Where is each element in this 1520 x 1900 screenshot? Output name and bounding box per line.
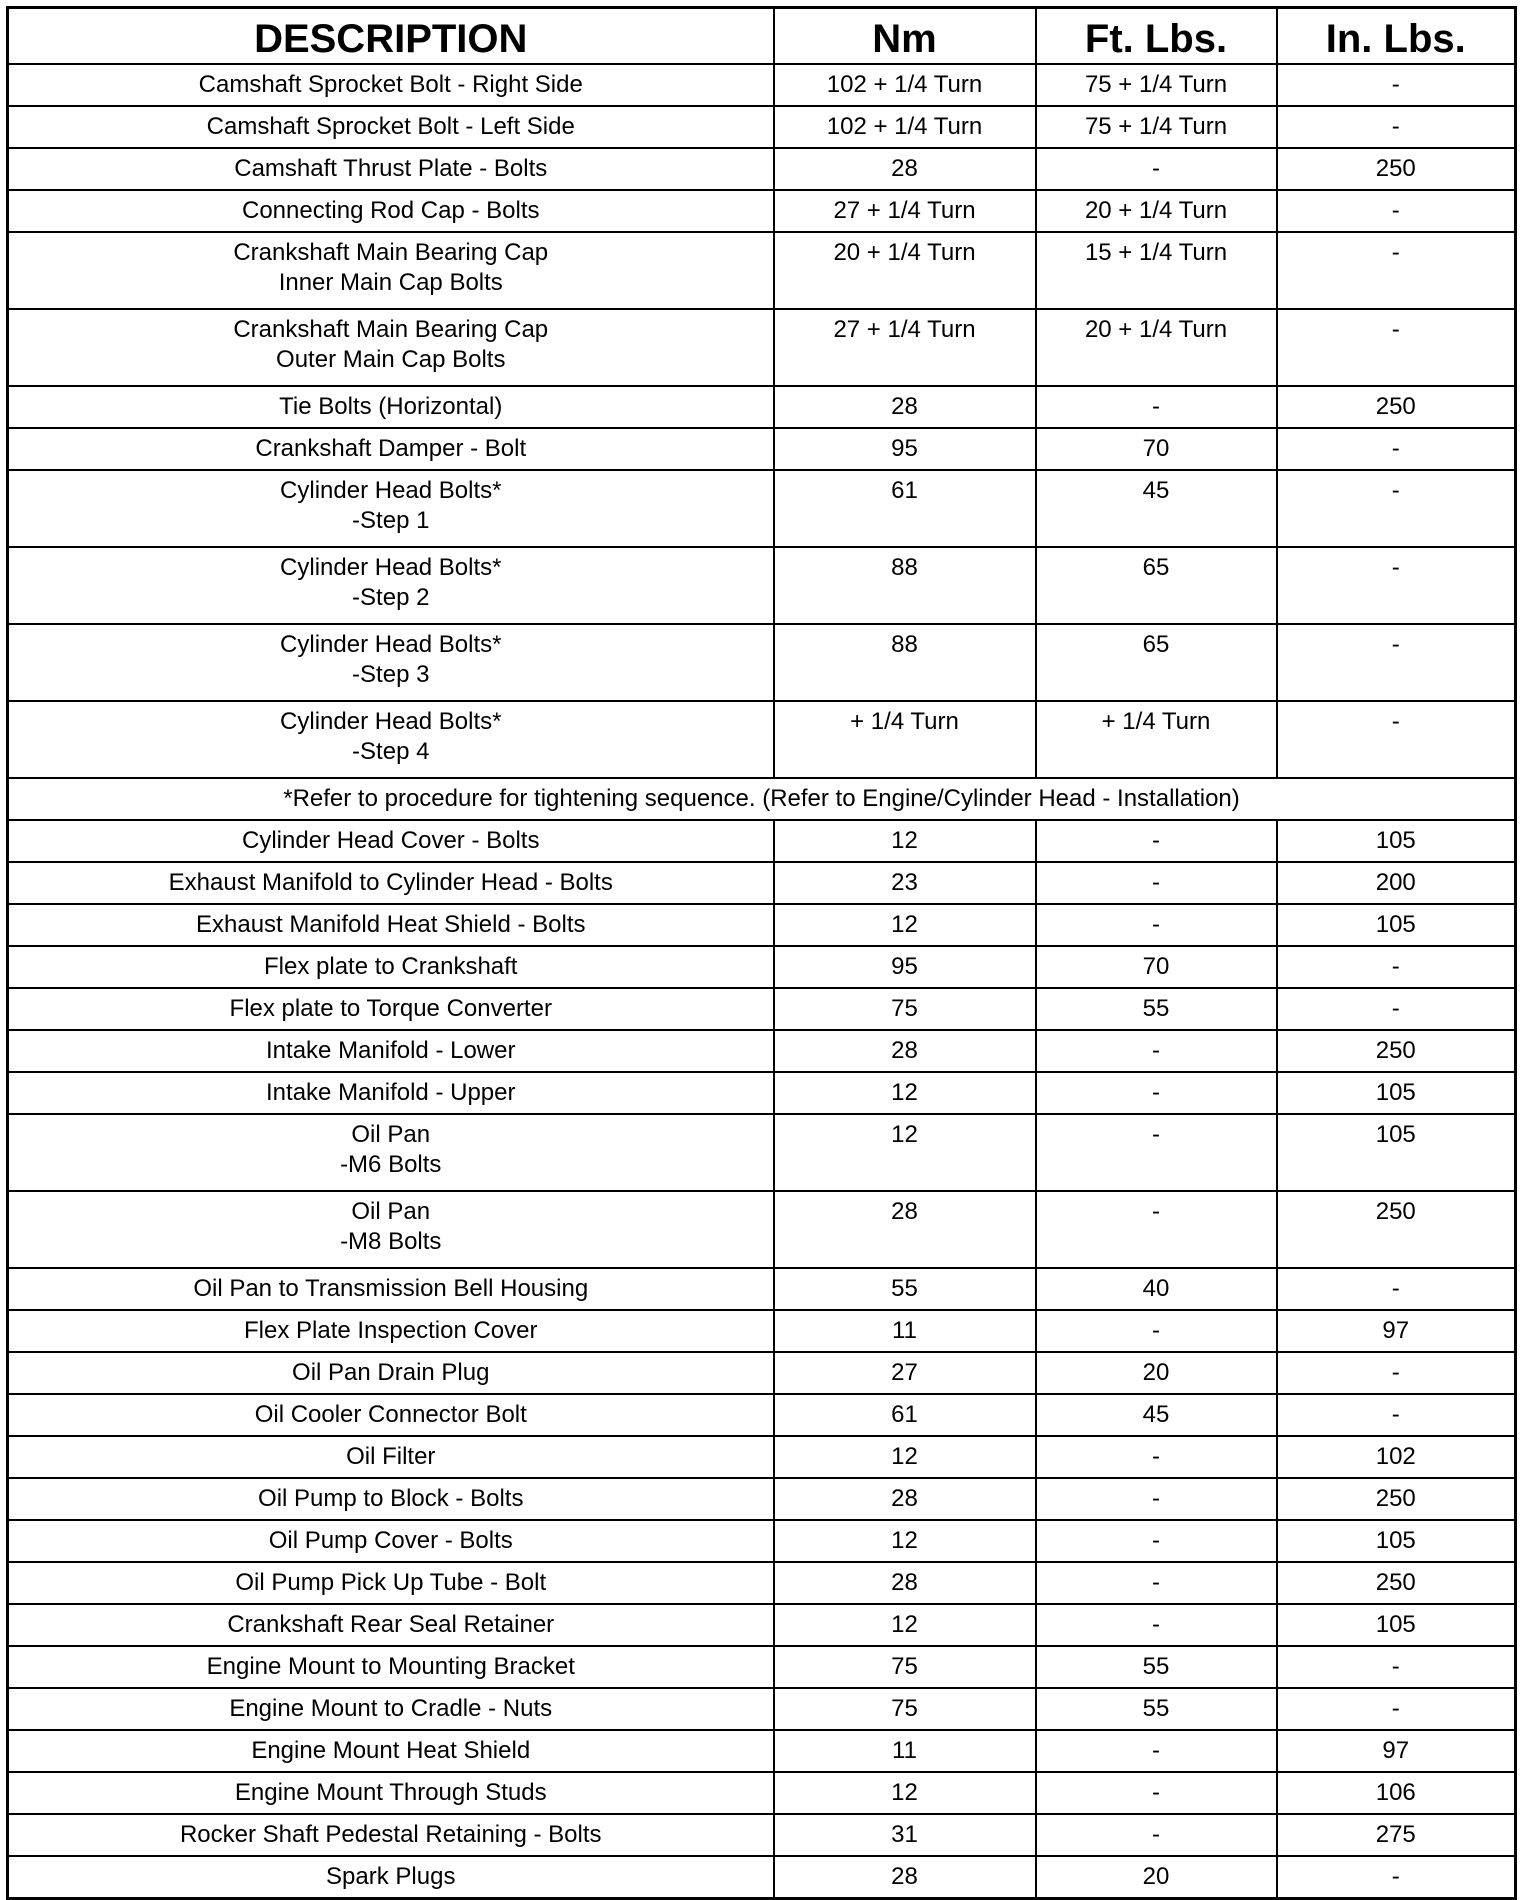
table-row — [8, 1772, 1516, 1814]
note-row — [8, 778, 1516, 820]
cell-description: Oil Pan -M6 Bolts — [8, 1114, 774, 1191]
cell-ft-lbs: - — [1036, 1730, 1277, 1772]
cell-ft-lbs: 15 + 1/4 Turn — [1036, 232, 1277, 309]
table-row — [8, 1478, 1516, 1520]
cell-nm: 28 — [774, 148, 1036, 190]
cell-ft-lbs: 20 + 1/4 Turn — [1036, 309, 1277, 386]
cell-in-lbs: 105 — [1277, 1072, 1516, 1114]
table-row — [8, 988, 1516, 1030]
cell-ft-lbs: - — [1036, 820, 1277, 862]
cell-description: Camshaft Sprocket Bolt - Left Side — [8, 106, 774, 148]
cell-ft-lbs: 55 — [1036, 988, 1277, 1030]
cell-nm: 75 — [774, 1688, 1036, 1730]
cell-in-lbs: - — [1277, 1646, 1516, 1688]
cell-ft-lbs: - — [1036, 1604, 1277, 1646]
cell-description: Oil Filter — [8, 1436, 774, 1478]
cell-ft-lbs: - — [1036, 1072, 1277, 1114]
cell-in-lbs: 105 — [1277, 820, 1516, 862]
cell-ft-lbs: - — [1036, 1030, 1277, 1072]
cell-in-lbs: 250 — [1277, 386, 1516, 428]
cell-ft-lbs: - — [1036, 1562, 1277, 1604]
cell-nm: 75 — [774, 1646, 1036, 1688]
cell-ft-lbs: 55 — [1036, 1646, 1277, 1688]
cell-description: Connecting Rod Cap - Bolts — [8, 190, 774, 232]
cell-nm: 88 — [774, 547, 1036, 624]
cell-nm: 27 + 1/4 Turn — [774, 190, 1036, 232]
cell-description: Spark Plugs — [8, 1856, 774, 1899]
cell-nm: 12 — [774, 1072, 1036, 1114]
cell-ft-lbs: 75 + 1/4 Turn — [1036, 106, 1277, 148]
cell-ft-lbs: - — [1036, 1520, 1277, 1562]
cell-in-lbs: 105 — [1277, 1604, 1516, 1646]
cell-description: Rocker Shaft Pedestal Retaining - Bolts — [8, 1814, 774, 1856]
header-description: DESCRIPTION — [8, 8, 774, 65]
cell-description: Crankshaft Damper - Bolt — [8, 428, 774, 470]
cell-in-lbs: - — [1277, 428, 1516, 470]
cell-description: Cylinder Head Bolts* -Step 1 — [8, 470, 774, 547]
cell-ft-lbs: 70 — [1036, 428, 1277, 470]
cell-nm: 61 — [774, 470, 1036, 547]
table-row — [8, 624, 1516, 701]
cell-nm: 61 — [774, 1394, 1036, 1436]
cell-in-lbs: - — [1277, 988, 1516, 1030]
table-row — [8, 1604, 1516, 1646]
table-row — [8, 904, 1516, 946]
cell-nm: 11 — [774, 1310, 1036, 1352]
cell-nm: 28 — [774, 1856, 1036, 1899]
cell-description: Crankshaft Rear Seal Retainer — [8, 1604, 774, 1646]
table-row — [8, 1394, 1516, 1436]
cell-description: Cylinder Head Bolts* -Step 3 — [8, 624, 774, 701]
cell-in-lbs: - — [1277, 701, 1516, 778]
cell-in-lbs: 105 — [1277, 1520, 1516, 1562]
cell-nm: 23 — [774, 862, 1036, 904]
table-row — [8, 862, 1516, 904]
cell-description: Cylinder Head Cover - Bolts — [8, 820, 774, 862]
cell-nm: 28 — [774, 386, 1036, 428]
cell-in-lbs: - — [1277, 309, 1516, 386]
cell-nm: 28 — [774, 1562, 1036, 1604]
cell-ft-lbs: 75 + 1/4 Turn — [1036, 64, 1277, 106]
cell-ft-lbs: 65 — [1036, 624, 1277, 701]
table-row — [8, 1114, 1516, 1191]
cell-nm: 75 — [774, 988, 1036, 1030]
torque-spec-table — [6, 6, 1517, 1900]
cell-ft-lbs: - — [1036, 904, 1277, 946]
table-row — [8, 1436, 1516, 1478]
cell-nm: 95 — [774, 428, 1036, 470]
cell-nm: 55 — [774, 1268, 1036, 1310]
cell-ft-lbs: 20 — [1036, 1856, 1277, 1899]
cell-in-lbs: - — [1277, 232, 1516, 309]
cell-ft-lbs: 45 — [1036, 1394, 1277, 1436]
cell-in-lbs: - — [1277, 946, 1516, 988]
cell-description: Flex plate to Torque Converter — [8, 988, 774, 1030]
cell-nm: 95 — [774, 946, 1036, 988]
cell-description: Oil Pump Pick Up Tube - Bolt — [8, 1562, 774, 1604]
table-row — [8, 1562, 1516, 1604]
cell-ft-lbs: 70 — [1036, 946, 1277, 988]
cell-in-lbs: 97 — [1277, 1310, 1516, 1352]
cell-description: Oil Pan -M8 Bolts — [8, 1191, 774, 1268]
cell-nm: 12 — [774, 1772, 1036, 1814]
cell-in-lbs: 250 — [1277, 148, 1516, 190]
cell-nm: 102 + 1/4 Turn — [774, 106, 1036, 148]
cell-in-lbs: 102 — [1277, 1436, 1516, 1478]
cell-description: Tie Bolts (Horizontal) — [8, 386, 774, 428]
table-row — [8, 386, 1516, 428]
cell-description: Engine Mount to Cradle - Nuts — [8, 1688, 774, 1730]
cell-ft-lbs: - — [1036, 862, 1277, 904]
table-row — [8, 1310, 1516, 1352]
cell-nm: 12 — [774, 1114, 1036, 1191]
cell-description: Intake Manifold - Upper — [8, 1072, 774, 1114]
header-ft-lbs: Ft. Lbs. — [1036, 8, 1277, 65]
cell-description: Flex plate to Crankshaft — [8, 946, 774, 988]
cell-in-lbs: 250 — [1277, 1478, 1516, 1520]
cell-nm: 102 + 1/4 Turn — [774, 64, 1036, 106]
table-row — [8, 106, 1516, 148]
cell-nm: 12 — [774, 1604, 1036, 1646]
table-row — [8, 1688, 1516, 1730]
cell-ft-lbs: - — [1036, 1478, 1277, 1520]
cell-nm: 12 — [774, 1436, 1036, 1478]
table-row — [8, 1730, 1516, 1772]
cell-nm: 27 + 1/4 Turn — [774, 309, 1036, 386]
cell-ft-lbs: 65 — [1036, 547, 1277, 624]
cell-description: Camshaft Sprocket Bolt - Right Side — [8, 64, 774, 106]
cell-nm: 20 + 1/4 Turn — [774, 232, 1036, 309]
cell-in-lbs: - — [1277, 624, 1516, 701]
cell-description: Crankshaft Main Bearing Cap Outer Main Cap Bolts — [8, 309, 774, 386]
table-row — [8, 148, 1516, 190]
cell-in-lbs: - — [1277, 1352, 1516, 1394]
cell-ft-lbs: 45 — [1036, 470, 1277, 547]
cell-nm: 28 — [774, 1191, 1036, 1268]
cell-description: Oil Pan to Transmission Bell Housing — [8, 1268, 774, 1310]
cell-in-lbs: 275 — [1277, 1814, 1516, 1856]
cell-ft-lbs: - — [1036, 386, 1277, 428]
cell-description: Exhaust Manifold to Cylinder Head - Bolts — [8, 862, 774, 904]
cell-in-lbs: - — [1277, 64, 1516, 106]
cell-in-lbs: - — [1277, 106, 1516, 148]
cell-in-lbs: - — [1277, 1856, 1516, 1899]
cell-ft-lbs: 40 — [1036, 1268, 1277, 1310]
cell-in-lbs: 105 — [1277, 1114, 1516, 1191]
cell-ft-lbs: - — [1036, 1114, 1277, 1191]
cell-description: Camshaft Thrust Plate - Bolts — [8, 148, 774, 190]
table-row — [8, 1268, 1516, 1310]
table-row — [8, 1072, 1516, 1114]
cell-in-lbs: 200 — [1277, 862, 1516, 904]
cell-description: Cylinder Head Bolts* -Step 2 — [8, 547, 774, 624]
cell-nm: 31 — [774, 1814, 1036, 1856]
cell-in-lbs: - — [1277, 547, 1516, 624]
table-row — [8, 701, 1516, 778]
cell-in-lbs: 250 — [1277, 1562, 1516, 1604]
cell-nm: 28 — [774, 1478, 1036, 1520]
cell-ft-lbs: - — [1036, 1436, 1277, 1478]
table-body — [8, 64, 1516, 1899]
cell-ft-lbs: - — [1036, 1191, 1277, 1268]
cell-description: Flex Plate Inspection Cover — [8, 1310, 774, 1352]
cell-nm: 28 — [774, 1030, 1036, 1072]
cell-ft-lbs: - — [1036, 148, 1277, 190]
cell-description: Engine Mount Through Studs — [8, 1772, 774, 1814]
table-row — [8, 1030, 1516, 1072]
cell-description: Oil Cooler Connector Bolt — [8, 1394, 774, 1436]
cell-nm: + 1/4 Turn — [774, 701, 1036, 778]
cell-description: Engine Mount to Mounting Bracket — [8, 1646, 774, 1688]
cell-ft-lbs: 20 — [1036, 1352, 1277, 1394]
table-row — [8, 190, 1516, 232]
cell-in-lbs: 105 — [1277, 904, 1516, 946]
header-nm: Nm — [774, 8, 1036, 65]
table-row — [8, 1646, 1516, 1688]
table-row — [8, 1191, 1516, 1268]
table-row — [8, 64, 1516, 106]
cell-nm: 12 — [774, 1520, 1036, 1562]
cell-ft-lbs: 20 + 1/4 Turn — [1036, 190, 1277, 232]
cell-description: Oil Pump to Block - Bolts — [8, 1478, 774, 1520]
cell-in-lbs: 106 — [1277, 1772, 1516, 1814]
cell-nm: 27 — [774, 1352, 1036, 1394]
cell-in-lbs: - — [1277, 470, 1516, 547]
table-row — [8, 946, 1516, 988]
table-row — [8, 547, 1516, 624]
cell-description: Intake Manifold - Lower — [8, 1030, 774, 1072]
cell-ft-lbs: - — [1036, 1310, 1277, 1352]
header-in-lbs: In. Lbs. — [1277, 8, 1516, 65]
table-row — [8, 1352, 1516, 1394]
cell-ft-lbs: 55 — [1036, 1688, 1277, 1730]
cell-nm: 12 — [774, 820, 1036, 862]
cell-nm: 11 — [774, 1730, 1036, 1772]
cell-description: Exhaust Manifold Heat Shield - Bolts — [8, 904, 774, 946]
cell-description: Oil Pump Cover - Bolts — [8, 1520, 774, 1562]
table-row — [8, 309, 1516, 386]
cell-ft-lbs: + 1/4 Turn — [1036, 701, 1277, 778]
cell-description: Crankshaft Main Bearing Cap Inner Main Cap Bolts — [8, 232, 774, 309]
table-row — [8, 232, 1516, 309]
table-row — [8, 470, 1516, 547]
cell-in-lbs: - — [1277, 1688, 1516, 1730]
table-row — [8, 1520, 1516, 1562]
table-row — [8, 1814, 1516, 1856]
cell-in-lbs: - — [1277, 1394, 1516, 1436]
footnote-text: *Refer to procedure for tightening sequence. (Refer to Engine/Cylinder Head - Installation) — [8, 778, 1516, 820]
header-row — [8, 8, 1516, 65]
table-row — [8, 820, 1516, 862]
table-row — [8, 428, 1516, 470]
cell-description: Cylinder Head Bolts* -Step 4 — [8, 701, 774, 778]
cell-in-lbs: - — [1277, 190, 1516, 232]
cell-in-lbs: 250 — [1277, 1030, 1516, 1072]
cell-in-lbs: 97 — [1277, 1730, 1516, 1772]
cell-description: Oil Pan Drain Plug — [8, 1352, 774, 1394]
cell-nm: 12 — [774, 904, 1036, 946]
cell-in-lbs: 250 — [1277, 1191, 1516, 1268]
cell-in-lbs: - — [1277, 1268, 1516, 1310]
cell-description: Engine Mount Heat Shield — [8, 1730, 774, 1772]
cell-ft-lbs: - — [1036, 1814, 1277, 1856]
table-row — [8, 1856, 1516, 1899]
cell-ft-lbs: - — [1036, 1772, 1277, 1814]
cell-nm: 88 — [774, 624, 1036, 701]
